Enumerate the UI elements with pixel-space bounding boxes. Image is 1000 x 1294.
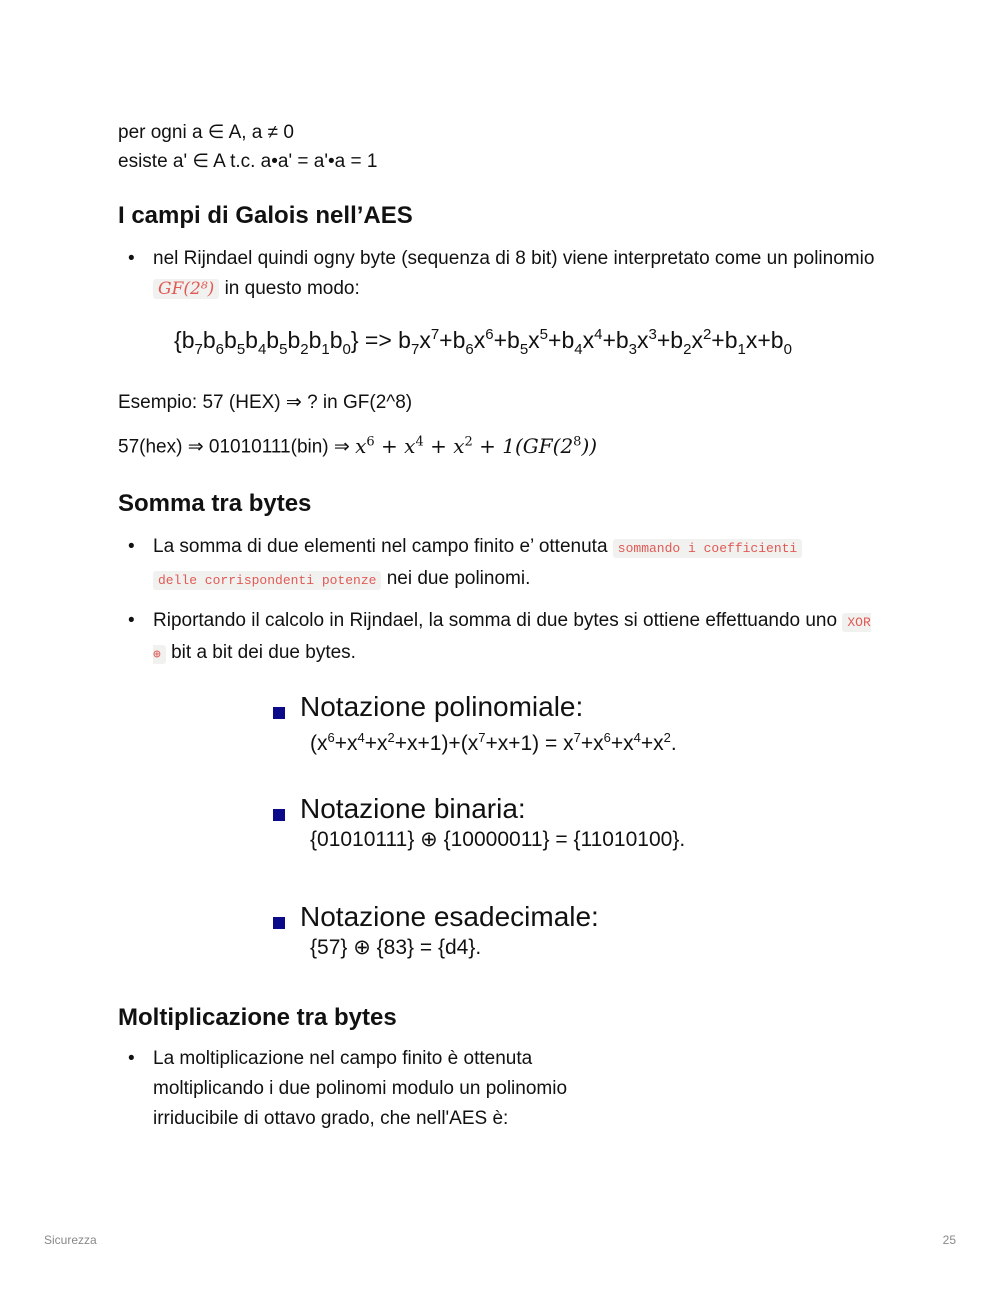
example2-prefix: 57(hex) ⇒ 01010111(bin) ⇒ [118,436,350,458]
example-line: Esempio: 57 (HEX) ⇒ ? in GF(2^8) [118,392,413,413]
section-title-molt: Moltiplicazione tra bytes [118,1004,397,1031]
figure-item-polynomial [270,690,750,758]
molt-bullet [118,1044,878,1134]
somma-bullet1-text-a: La somma di due elementi nel campo finito e’ ottenuta [153,535,608,557]
somma-bullets [118,532,878,670]
galois-bullet-text-b: in questo modo: [224,278,360,299]
figure-title-hex: Notazione esadecimale: [300,901,599,932]
molt-section [118,1002,878,1134]
example2-math: $x^6 + x^4 + x^2 + 1(GF(2^8))$ [355,433,598,458]
figure-value-hex: {57} ⊕ {83} = {d4}. [310,936,482,959]
example-line-2 [118,427,878,462]
figure-item-binary [270,792,750,854]
galois-bullet [118,244,878,304]
square-bullet-icon [273,809,285,821]
section-title-somma: Somma tra bytes [118,489,312,517]
notation-figure [270,690,750,962]
page-content [118,118,878,670]
molt-line-1: La moltiplicazione nel campo finito è ottenuta [153,1048,533,1069]
figure-item-hex [270,900,750,962]
figure-title-binary: Notazione binaria: [300,793,526,824]
somma-bullet-1 [118,532,878,596]
page-number: 25 [942,1233,956,1247]
molt-line-3: irriducibile di ottavo grado, che nell'AES è: [153,1108,509,1129]
code-xor: XOR ⊕ [153,614,871,662]
byte-polynomial-formula: $\{b_7b_6b_5b_4b_5b_2b_1b_0\} => b_7x^7+b_6x^6+b_5x^5+b_4x^4+b_3x^3+b_2x^2+b_1x+b_0$ [174,326,792,358]
somma-bullet2-text-b: bit a bit dei due bytes. [171,641,356,663]
footer-title: Sicurezza [44,1233,97,1247]
somma-bullet1-text-b: nei due polinomi. [386,567,531,589]
intro-line-1: per ogni a ∈ A, a ≠ 0 [118,122,294,143]
galois-bullets [118,244,878,304]
figure-value-polynomial: $(x^6+x^4+x^2+x+1)+(x^7+x+1) = x^7+x^6+x^4+x^2$. [310,730,677,755]
section-title-galois: I campi di Galois nell’AES [118,202,413,229]
code-sommando: sommando i coefficienti [613,539,802,558]
galois-bullet-text-a: nel Rijndael quindi ogny byte (sequenza di 8 bit) viene interpretato come un polinomio [153,248,875,269]
square-bullet-icon [273,707,285,719]
molt-bullets [118,1044,878,1134]
somma-bullet2-text-a: Riportando il calcolo in Rijndael, la somma di due bytes si ottiene effettuando uno [153,609,838,631]
figure-value-binary: {01010111} ⊕ {10000011} = {11010100}. [310,828,686,851]
molt-line-2: moltiplicando i due polinomi modulo un polinomio [153,1078,568,1099]
square-bullet-icon [273,917,285,929]
intro-line-2: esiste a' ∈ A t.c. a•a' = a'•a = 1 [118,151,378,172]
gf-inline-math: GF(2⁸) [153,279,219,299]
code-potenze: delle corrispondenti potenze [153,571,381,590]
somma-bullet-2 [118,606,878,670]
figure-title-polynomial: Notazione polinomiale: [300,691,584,722]
